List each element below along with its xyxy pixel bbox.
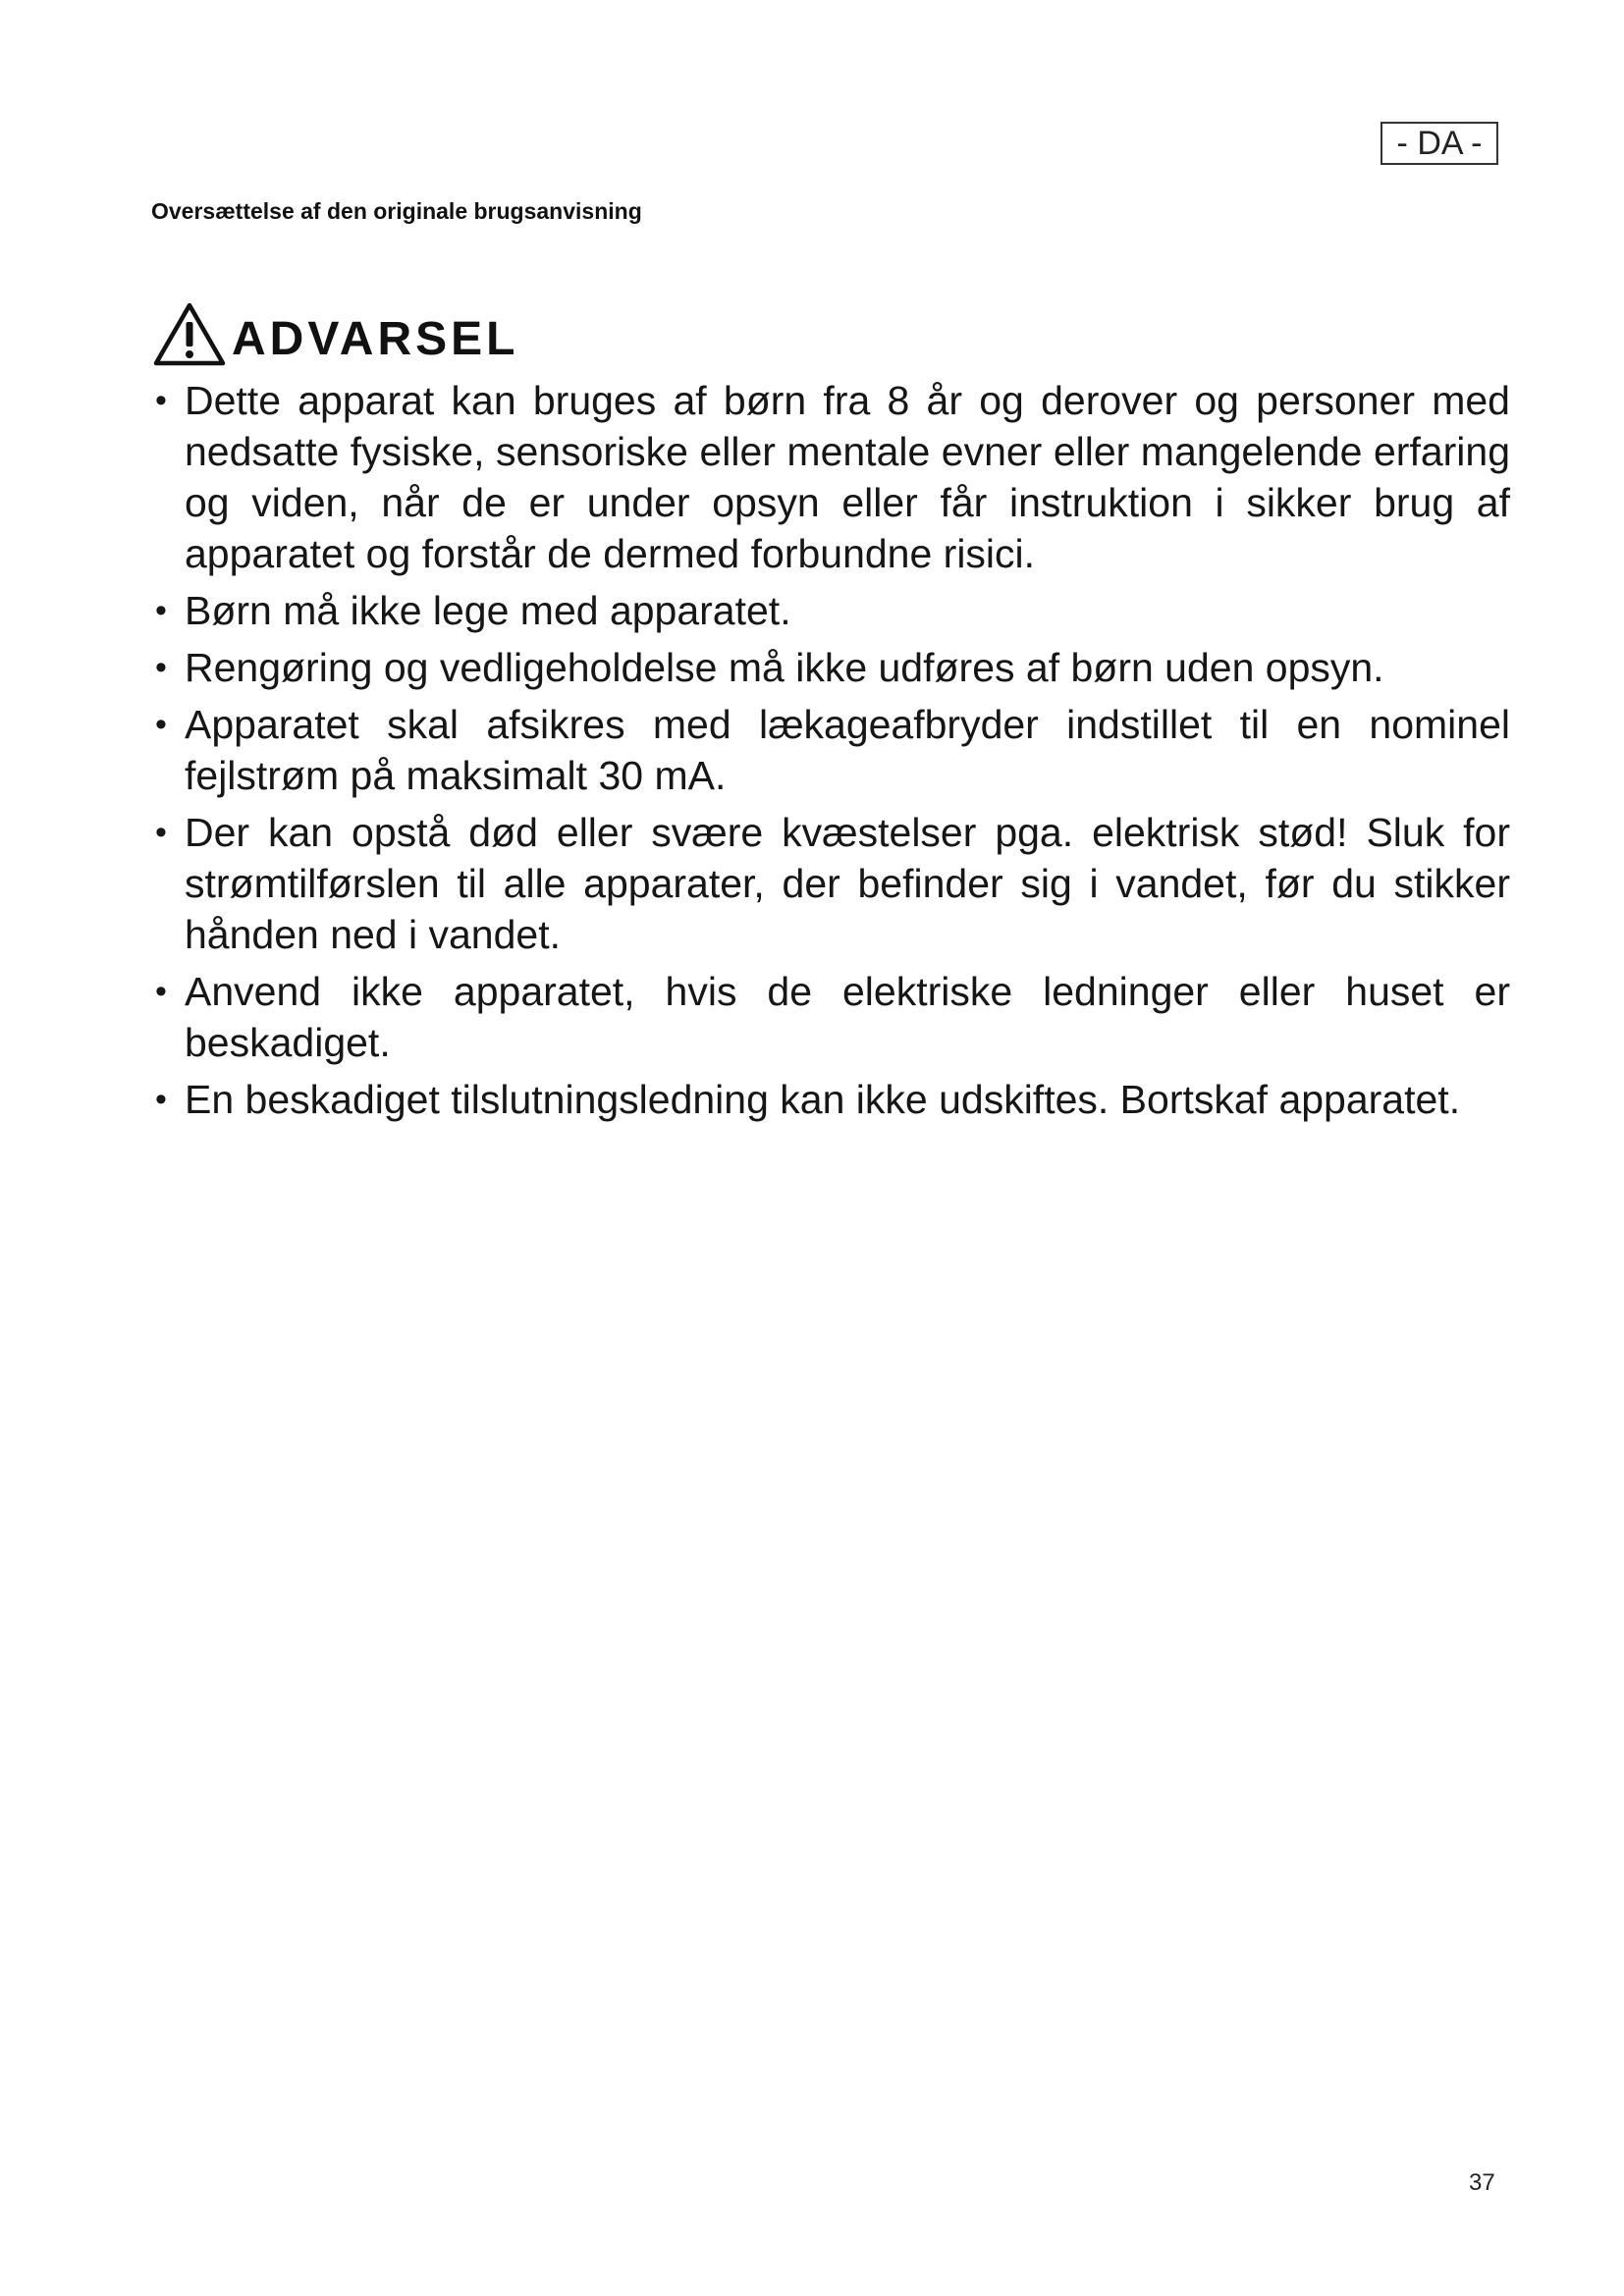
warning-item-text: Der kan opstå død eller svære kvæstelser pga. elektrisk stød! Sluk for strømtilførslen til alle apparater, der befinder sig i vandet, før du stikker hånden ned i vandet.	[185, 810, 1510, 957]
warning-item	[151, 699, 1510, 801]
warning-item	[151, 375, 1510, 579]
warning-item	[151, 585, 1510, 636]
warning-item-text: Børn må ikke lege med apparatet.	[185, 588, 791, 633]
bullet-icon: •	[155, 814, 167, 851]
warning-item	[151, 642, 1510, 693]
warning-item-text: Rengøring og vedligeholdelse må ikke udføres af børn uden opsyn.	[185, 645, 1384, 690]
warning-item-text: Anvend ikke apparatet, hvis de elektriske ledninger eller huset er beskadiget.	[185, 969, 1510, 1065]
bullet-icon: •	[155, 382, 167, 419]
warning-triangle-icon	[151, 300, 228, 369]
warning-heading	[151, 291, 518, 369]
bullet-icon: •	[155, 1081, 167, 1118]
warning-item	[151, 1074, 1510, 1125]
bullet-icon: •	[155, 592, 167, 629]
warning-item	[151, 807, 1510, 960]
page-number: 37	[1469, 2169, 1495, 2196]
warning-list	[151, 375, 1510, 1131]
warning-item-text: Dette apparat kan bruges af børn fra 8 år og derover og personer med nedsatte fysiske, sensoriske eller mentale evner eller mangelende erfaring og viden, når de er under opsyn eller får instruktion i sikker brug af apparatet og forstår de dermed forbundne risici.	[185, 378, 1510, 576]
warning-item-text: Apparatet skal afsikres med lækageafbryder indstillet til en nominel fejlstrøm på maksimalt 30 mA.	[185, 702, 1510, 798]
bullet-icon: •	[155, 706, 167, 743]
bullet-icon: •	[155, 649, 167, 686]
document-subtitle: Oversættelse af den originale brugsanvisning	[151, 198, 642, 224]
warning-title: ADVARSEL	[232, 313, 519, 365]
warning-item	[151, 966, 1510, 1068]
warning-item-text: En beskadiget tilslutningsledning kan ikke udskiftes. Bortskaf apparatet.	[185, 1077, 1461, 1122]
language-badge: - DA -	[1380, 122, 1498, 165]
bullet-icon: •	[155, 973, 167, 1010]
